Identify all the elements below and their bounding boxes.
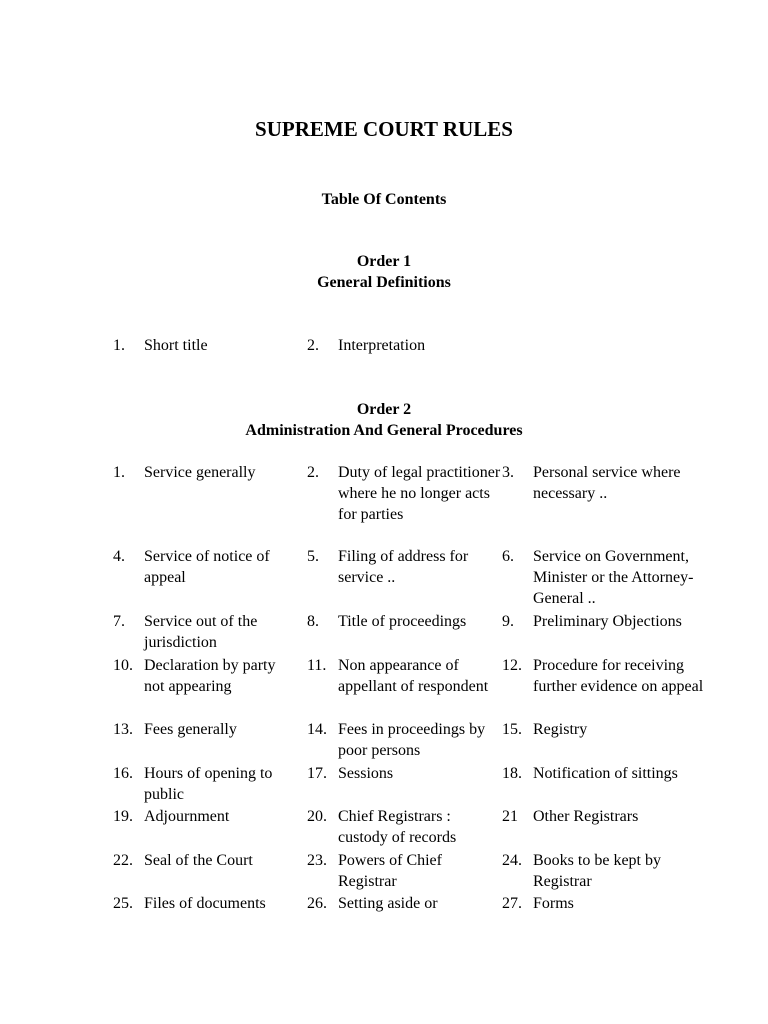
entry-title: Forms <box>533 895 574 912</box>
order-1-name: General Definitions <box>317 274 451 291</box>
entry-number: 9. <box>502 613 514 630</box>
entry-title: Books to be kept by Registrar <box>533 852 661 890</box>
entry-number: 19. <box>113 808 133 825</box>
order-2-label: Order 2 <box>356 401 412 418</box>
entry-title: Title of proceedings <box>338 613 467 630</box>
entry-number: 15. <box>502 721 522 738</box>
entry-number: 3. <box>502 464 514 481</box>
entry-number: 5. <box>307 548 319 565</box>
entry-number: 2. <box>307 337 319 354</box>
entry-title: Adjournment <box>144 808 230 825</box>
entry-number: 13. <box>113 721 133 738</box>
entry-title: Service on Government, Minister or the Attorney-General .. <box>533 548 694 607</box>
entry-title: Hours of opening to public <box>144 765 273 803</box>
entry-title: Non appearance of appellant of respondent <box>338 657 489 695</box>
entry-number: 17. <box>307 765 327 782</box>
entry-title: Fees in proceedings by poor persons <box>338 721 486 759</box>
entry-title: Powers of Chief Registrar <box>338 852 442 890</box>
order-2-name: Administration And General Procedures <box>245 422 523 439</box>
document-title: SUPREME COURT RULES <box>255 117 513 141</box>
entry-title: Files of documents <box>144 895 266 912</box>
entry-number: 6. <box>502 548 514 565</box>
entry-title: Chief Registrars : custody of records <box>338 808 457 846</box>
entry-number: 26. <box>307 895 327 912</box>
entry-title: Short title <box>144 337 208 354</box>
entry-number: 27. <box>502 895 522 912</box>
entry-title: Interpretation <box>338 337 426 354</box>
entry-number: 23. <box>307 852 327 869</box>
toc-heading: Table Of Contents <box>321 191 447 208</box>
entry-title: Other Registrars <box>533 808 639 825</box>
entry-number: 8. <box>307 613 319 630</box>
entry-number: 18. <box>502 765 522 782</box>
entry-title: Declaration by party not appearing <box>144 657 276 695</box>
order-1-label: Order 1 <box>356 253 412 270</box>
entry-title: Setting aside or <box>338 895 438 912</box>
entry-title: Duty of legal practitioner where he no longer acts for parties <box>338 464 501 523</box>
entry-title: Preliminary Objections <box>533 613 682 630</box>
entry-title: Filing of address for service .. <box>338 548 469 586</box>
order-1-heading <box>0 251 768 293</box>
entry-number: 22. <box>113 852 133 869</box>
entry-number: 25. <box>113 895 133 912</box>
entry-number: 4. <box>113 548 125 565</box>
entry-number: 7. <box>113 613 125 630</box>
entry-title: Fees generally <box>144 721 237 738</box>
entry-number: 1. <box>113 337 125 354</box>
entry-number: 1. <box>113 464 125 481</box>
entry-number: 16. <box>113 765 133 782</box>
entry-title: Registry <box>533 721 588 738</box>
order-2-heading <box>0 399 768 441</box>
entry-number: 21 <box>502 808 518 825</box>
entry-title: Personal service where necessary .. <box>533 464 681 502</box>
entry-title: Seal of the Court <box>144 852 253 869</box>
entry-title: Service out of the jurisdiction <box>144 613 258 651</box>
entry-title: Sessions <box>338 765 394 782</box>
entry-title: Notification of sittings <box>533 765 678 782</box>
entry-number: 10. <box>113 657 133 674</box>
entry-number: 2. <box>307 464 319 481</box>
entry-number: 20. <box>307 808 327 825</box>
entry-number: 12. <box>502 657 522 674</box>
entry-number: 24. <box>502 852 522 869</box>
entry-title: Procedure for receiving further evidence on appeal <box>533 657 704 695</box>
entry-number: 14. <box>307 721 327 738</box>
entry-title: Service of notice of appeal <box>144 548 270 586</box>
entry-title: Service generally <box>144 464 256 481</box>
entry-number: 11. <box>307 657 327 674</box>
